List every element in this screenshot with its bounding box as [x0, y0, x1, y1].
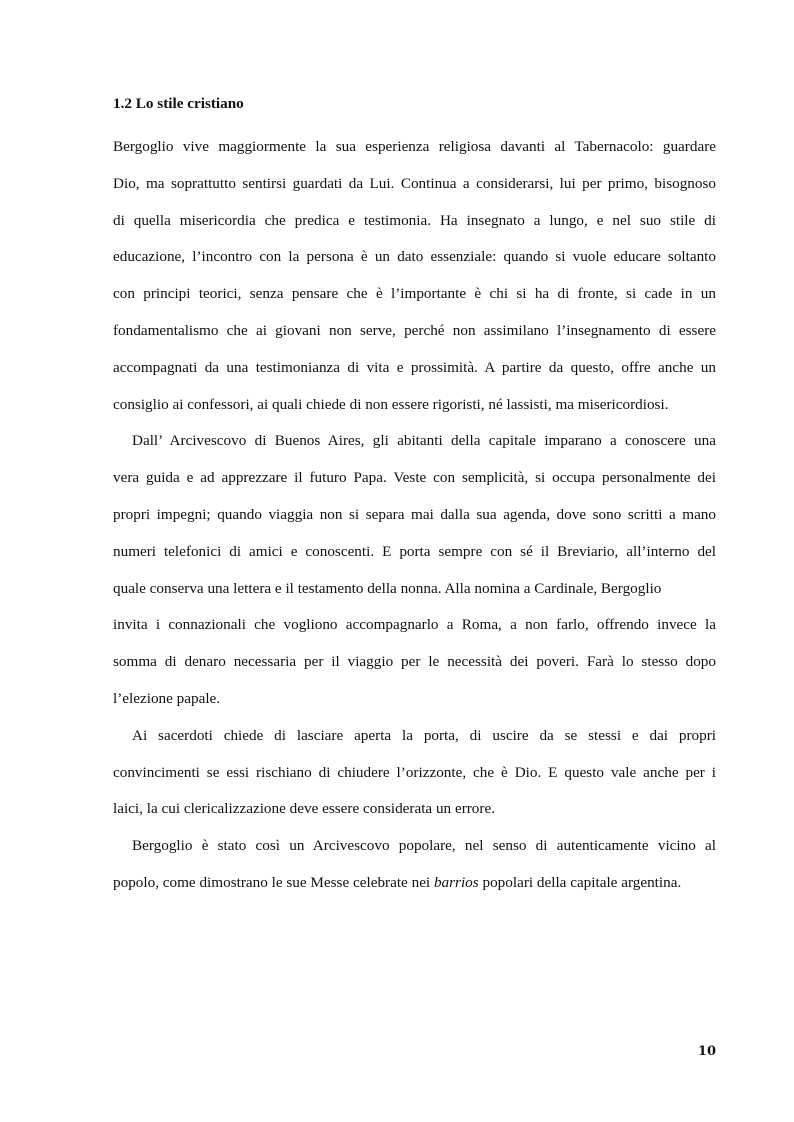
text-line: di quella misericordia che predica e testimonia. Ha insegnato a lungo, e nel suo stile di — [113, 211, 716, 229]
text-segment: popolari della capitale argentina. — [478, 873, 682, 891]
text-segment: popolo, come dimostrano le sue Messe celebrate nei — [113, 873, 434, 891]
page-number: 10 — [697, 1044, 716, 1059]
text-line: Dio, ma soprattutto sentirsi guardati da Lui. Continua a considerarsi, lui per primo, bisognoso — [113, 174, 716, 192]
text-line: invita i connazionali che vogliono accompagnarlo a Roma, a non farlo, offrendo invece la — [113, 616, 716, 634]
text-line: laici, la cui clericalizzazione deve essere considerata un errore. — [113, 800, 495, 818]
text-line: Dall’ Arcivescovo di Buenos Aires, gli abitanti della capitale imparano a conoscere una — [132, 432, 716, 450]
text-line: fondamentalismo che ai giovani non serve, perché non assimilano l’insegnamento di essere — [113, 321, 716, 339]
text-line: convincimenti se essi rischiano di chiudere l’orizzonte, che è Dio. E questo vale anche per i — [113, 763, 716, 781]
text-line: Bergoglio è stato così un Arcivescovo popolare, nel senso di autenticamente vicino al — [132, 837, 716, 855]
italic-term: barrios — [433, 873, 479, 891]
text-line: consiglio ai confessori, ai quali chiede di non essere rigoristi, né lassisti, ma misericordiosi. — [113, 395, 669, 413]
section-heading: 1.2 Lo stile cristiano — [113, 95, 244, 112]
text-line — [113, 865, 716, 902]
text-line: somma di denaro necessaria per il viaggio per le necessità dei poveri. Farà lo stesso dopo — [113, 653, 716, 671]
text-line: numeri telefonici di amici e conoscenti. E porta sempre con sé il Breviario, all’interno del — [113, 542, 716, 560]
text-line: l’elezione papale. — [113, 689, 221, 707]
text-line: con principi teorici, senza pensare che è l’importante è chi si ha di fronte, si cade in un — [113, 285, 716, 303]
text-line: accompagnati da una testimonianza di vita e prossimità. A partire da questo, offre anche un — [113, 358, 716, 376]
text-line: educazione, l’incontro con la persona è un dato essenziale: quando si vuole educare soltanto — [113, 248, 716, 266]
text-line: Bergoglio vive maggiormente la sua esperienza religiosa davanti al Tabernacolo: guardare — [113, 138, 716, 155]
text-line: quale conserva una lettera e il testamento della nonna. Alla nomina a Cardinale, Bergoglio — [113, 579, 662, 597]
text-line: vera guida e ad apprezzare il futuro Papa. Veste con semplicità, si occupa personalmente dei — [113, 469, 716, 487]
text-line: propri impegni; quando viaggia non si separa mai dalla sua agenda, dove sono scritti a mano — [113, 505, 716, 523]
body-text — [113, 129, 716, 902]
text-line: Ai sacerdoti chiede di lasciare aperta la porta, di uscire da se stessi e dai propri — [132, 726, 716, 744]
